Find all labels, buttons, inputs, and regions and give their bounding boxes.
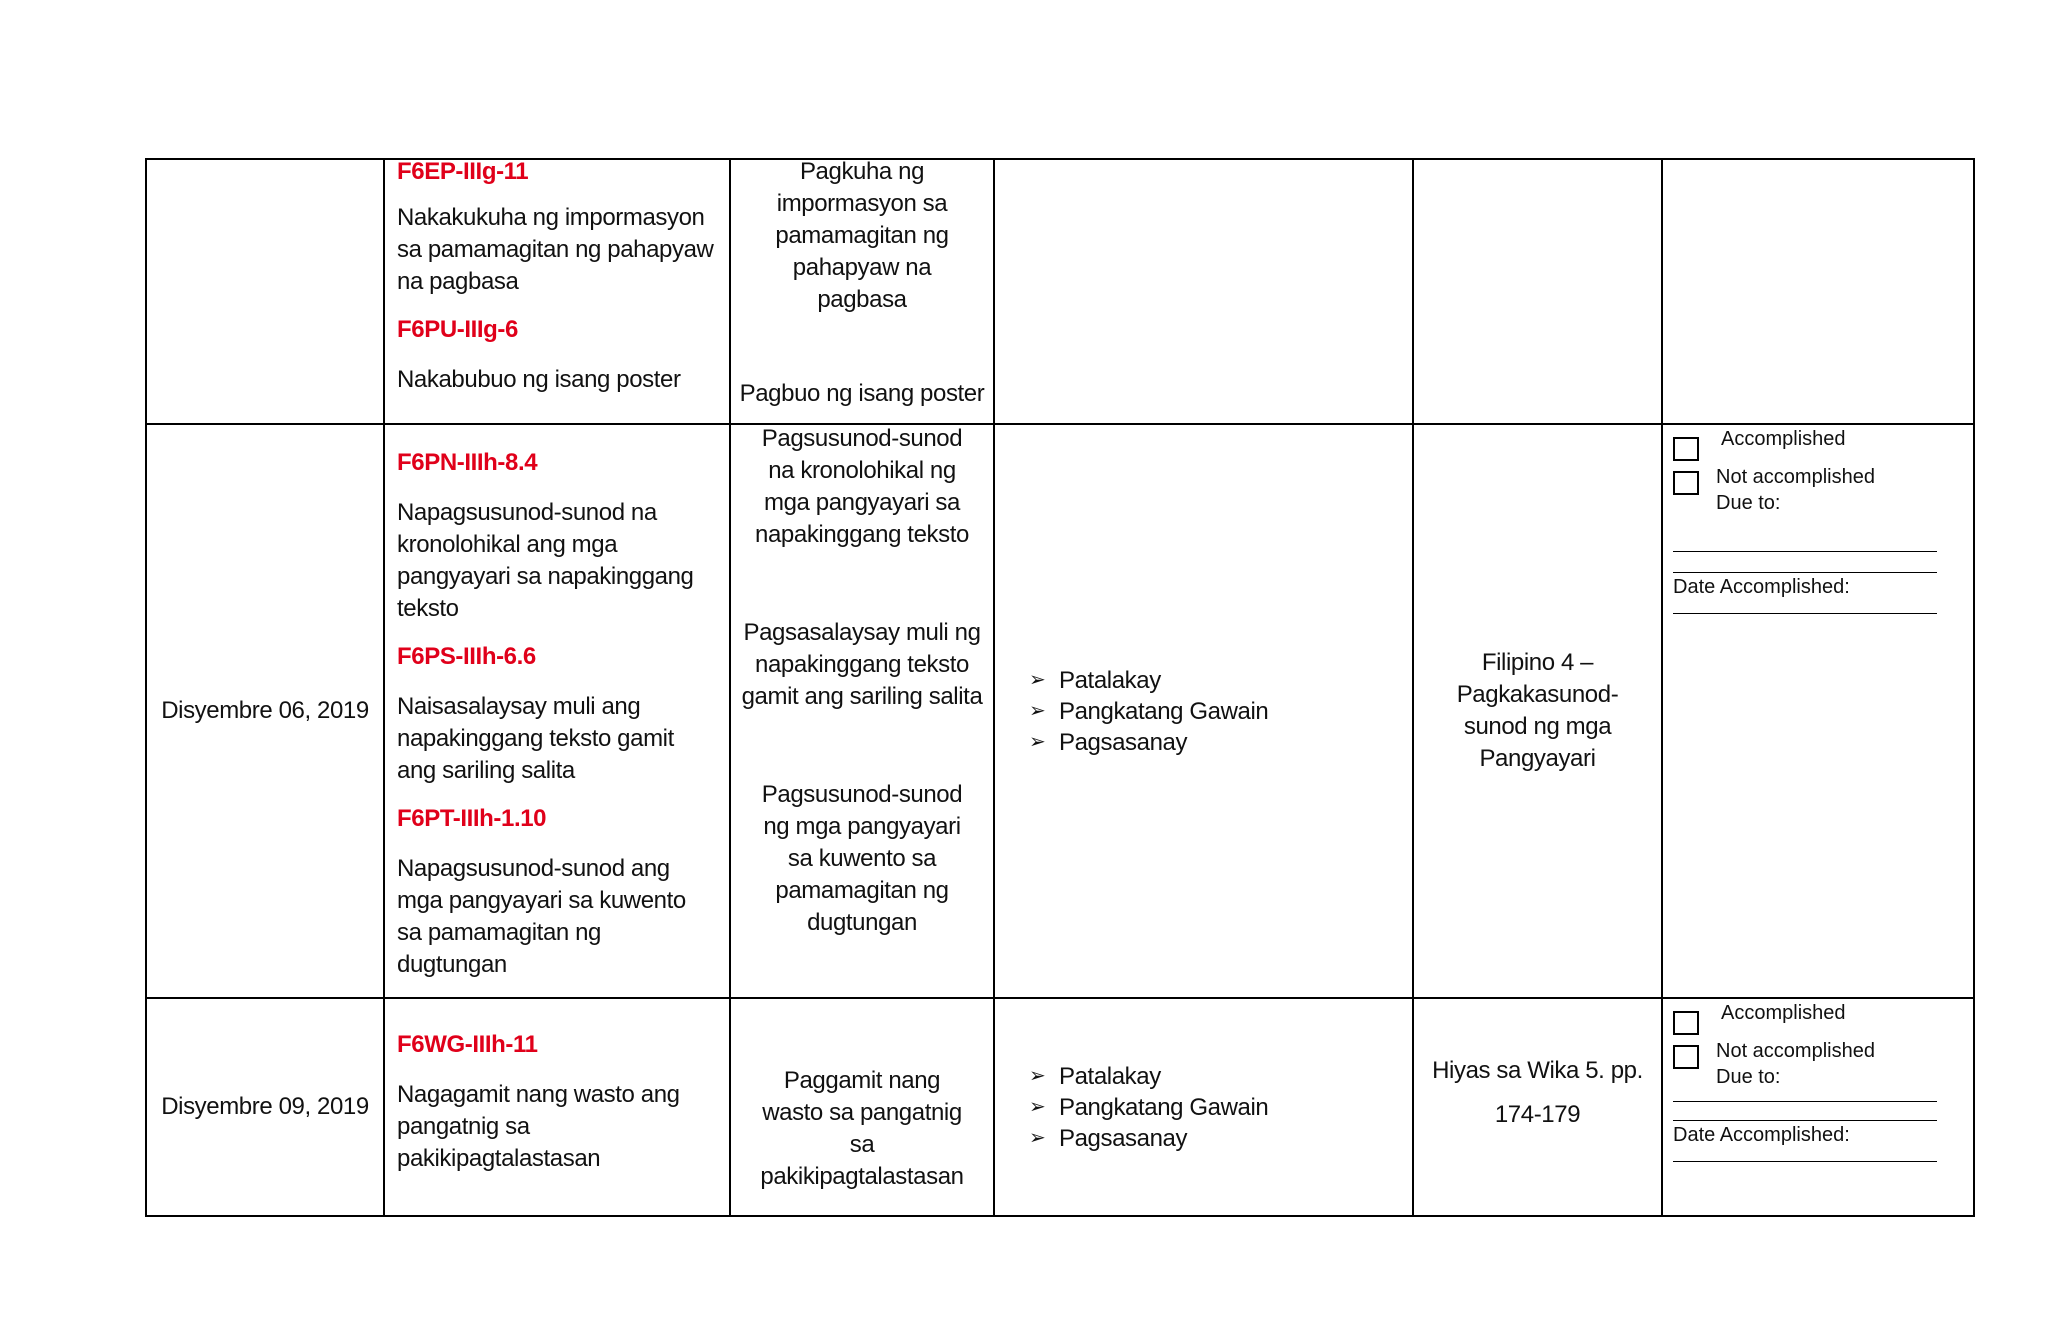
blank-line[interactable]	[1673, 552, 1937, 573]
competency-cell	[384, 159, 730, 424]
not-accomplished-option[interactable]	[1673, 465, 1937, 499]
remarks-cell	[1662, 424, 1974, 998]
list-item: ➢ Pagsasanay	[1029, 728, 1188, 756]
arrow-bullet-icon: ➢	[1029, 668, 1046, 691]
activities-list	[1029, 665, 1412, 758]
competency-item	[397, 314, 715, 396]
list-item: ➢ Pagsasanay	[1029, 1124, 1188, 1152]
arrow-bullet-icon: ➢	[1029, 730, 1046, 753]
date-cell: Disyembre 09, 2019	[146, 998, 384, 1216]
competency-code: F6PS-IIIh-6.6	[397, 643, 536, 670]
checkbox-label: Accomplished	[1721, 428, 1846, 450]
arrow-bullet-icon: ➢	[1029, 699, 1046, 722]
list-item: ➢ Pangkatang Gawain	[1029, 697, 1269, 725]
competency-code: F6EP-IIIg-11	[397, 158, 529, 185]
activities-cell	[994, 159, 1413, 424]
list-item: ➢ Patalakay	[1029, 666, 1161, 694]
topic-text: Pagsusunod-sunod ng mga pangyayari sa kuwento sa pamamagitan ng dugtungan	[761, 781, 963, 936]
not-accomplished-checkbox[interactable]	[1673, 471, 1699, 495]
competency-item	[397, 803, 715, 981]
competency-text: Nagagamit nang wasto ang pangatnig sa pakikipagtalastasan	[397, 1081, 680, 1172]
competency-text: Napagsusunod-sunod na kronolohikal ang mga pangyayari sa napakinggang teksto	[397, 499, 694, 622]
date-accomplished-label: Date Accomplished:	[1673, 576, 1850, 598]
competency-text: Nakakukuha ng impormasyon sa pamamagitan ng pahapyaw na pagbasa	[397, 204, 714, 295]
topic-cell	[730, 998, 994, 1216]
table-row	[146, 159, 1974, 424]
remarks-cell	[1662, 998, 1974, 1216]
competency-cell	[384, 424, 730, 998]
due-to-label: Due to:	[1716, 492, 1781, 514]
topic-text: Pagkuha ng impormasyon sa pamamagitan ng pahapyaw na pagbasa	[775, 158, 949, 313]
activities-cell	[994, 998, 1413, 1216]
resources-cell: Filipino 4 – Pagkakasunod-sunod ng mga Pangyayari	[1413, 424, 1662, 998]
resources-pages: 174-179	[1494, 1101, 1581, 1128]
competency-text: Nakabubuo ng isang poster	[397, 366, 681, 393]
date-cell	[146, 159, 384, 424]
accomplished-option[interactable]	[1673, 428, 1937, 465]
competency-item	[397, 1029, 715, 1175]
checkbox-label: Not accomplished	[1716, 1040, 1875, 1062]
accomplished-option[interactable]	[1673, 1002, 1937, 1039]
topic-text: Pagsasalaysay muli ng napakinggang teksto gamit ang sariling salita	[741, 619, 983, 710]
list-item: ➢ Pangkatang Gawain	[1029, 1093, 1269, 1121]
blank-line[interactable]	[1673, 1147, 1937, 1162]
not-accomplished-option[interactable]	[1673, 1039, 1937, 1073]
date-cell: Disyembre 06, 2019	[146, 424, 384, 998]
checkbox-label: Accomplished	[1721, 1002, 1846, 1024]
competency-code: F6PN-IIIh-8.4	[397, 449, 538, 476]
arrow-bullet-icon: ➢	[1029, 1095, 1046, 1118]
competency-cell	[384, 998, 730, 1216]
resources-cell	[1413, 998, 1662, 1216]
activities-cell	[994, 424, 1413, 998]
topic-text: Paggamit nang wasto sa pangatnig sa pakikipagtalastasan	[760, 1067, 964, 1190]
topic-cell	[730, 159, 994, 424]
topic-text: Pagsusunod-sunod na kronolohikal ng mga pangyayari sa napakinggang teksto	[755, 425, 969, 548]
competency-code: F6PU-IIIg-6	[397, 316, 518, 343]
competency-code: F6WG-IIIh-11	[397, 1031, 538, 1058]
resources-text: Hiyas sa Wika 5. pp.	[1432, 1057, 1643, 1084]
blank-line[interactable]	[1673, 599, 1937, 614]
arrow-bullet-icon: ➢	[1029, 1126, 1046, 1149]
table-row	[146, 998, 1974, 1216]
lesson-plan-table	[145, 158, 1975, 1217]
resources-cell	[1413, 159, 1662, 424]
competency-text: Napagsusunod-sunod ang mga pangyayari sa kuwento sa pamamagitan ng dugtungan	[397, 855, 686, 978]
due-to-label: Due to:	[1716, 1066, 1781, 1088]
checkbox-label: Not accomplished	[1716, 466, 1875, 488]
accomplished-checkbox[interactable]	[1673, 437, 1699, 461]
competency-text: Naisasalaysay muli ang napakinggang teksto gamit ang sariling salita	[397, 693, 674, 784]
competency-item	[397, 641, 715, 787]
competency-code: F6PT-IIIh-1.10	[397, 805, 547, 832]
blank-line[interactable]	[1673, 1102, 1937, 1121]
blank-line[interactable]	[1673, 515, 1937, 552]
list-item: ➢ Patalakay	[1029, 1062, 1161, 1090]
topic-text: Pagbuo ng isang poster	[739, 380, 985, 407]
topic-cell	[730, 424, 994, 998]
competency-item	[397, 156, 715, 298]
arrow-bullet-icon: ➢	[1029, 1064, 1046, 1087]
activities-list	[1029, 1061, 1412, 1154]
table-row	[146, 424, 1974, 998]
accomplished-checkbox[interactable]	[1673, 1011, 1699, 1035]
blank-line[interactable]	[1673, 1089, 1937, 1102]
remarks-cell	[1662, 159, 1974, 424]
competency-item	[397, 447, 715, 625]
date-accomplished-label: Date Accomplished:	[1673, 1124, 1850, 1146]
not-accomplished-checkbox[interactable]	[1673, 1045, 1699, 1069]
